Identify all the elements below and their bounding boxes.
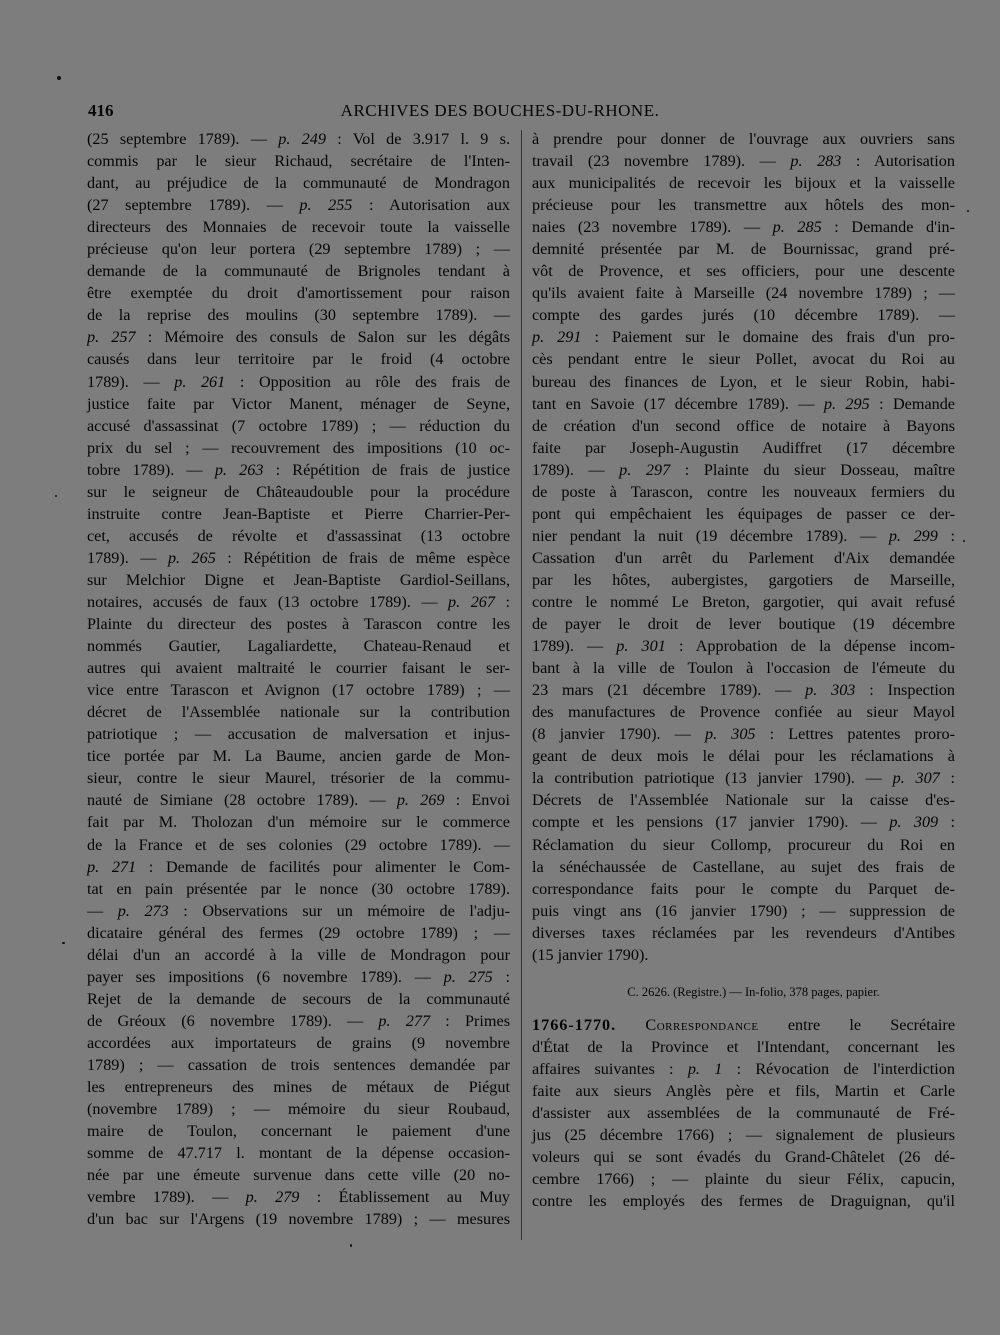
- text-line: 1789). — p. 297 : Plainte du sieur Dosseau, maître: [532, 460, 956, 479]
- text-line: correspondance faits pour le compte du Parquet de-: [532, 879, 955, 898]
- page-reference: p. 275: [443, 967, 493, 986]
- page-reference: p. 1: [687, 1059, 723, 1078]
- page-reference: p. 257: [87, 328, 136, 347]
- page-reference: p. 301: [616, 637, 666, 656]
- text-line: (8 janvier 1790). — p. 305 : Lettres patentes proro-: [532, 725, 955, 744]
- text-line: payer ses impositions (6 novembre 1789). — p. 275 :: [87, 967, 511, 986]
- left-column: [87, 128, 510, 1230]
- text-line: Rejet de la demande de secours de la communauté: [87, 989, 510, 1008]
- page-reference: p. 307: [892, 769, 940, 788]
- text-line: puis vingt ans (16 janvier 1790) ; — suppression de: [532, 901, 955, 920]
- text-line: délai d'un an accordé à la ville de Mondragon pour: [87, 945, 510, 964]
- text-line: cembre 1766) ; — plainte du sieur Félix, capucin,: [532, 1170, 955, 1189]
- text-line: autres qui avaient maltraité le courrier faisant le ser-: [87, 659, 510, 678]
- text-line: 1789). — p. 261 : Opposition au rôle des frais de: [87, 372, 511, 391]
- text-line: Réclamation du sieur Collomp, procureur du Roi en: [532, 835, 955, 854]
- text-line: patriotique ; — accusation de malversation et injus-: [87, 725, 510, 744]
- text-line: d'assister aux assemblées de la communauté de Fré-: [532, 1103, 955, 1122]
- text-line: 1789). — p. 301 : Approbation de la dépense incom-: [532, 637, 956, 656]
- page-reference: p. 267: [448, 592, 495, 611]
- text-line: de payer le droit de lever boutique (19 décembre: [532, 615, 955, 634]
- text-line: les entrepreneurs des mines de métaux de Piégut: [87, 1078, 510, 1097]
- text-line: de la reprise des moulins (30 septembre 1789). —: [87, 306, 510, 325]
- text-line: (27 septembre 1789). — p. 255 : Autorisation aux: [87, 196, 511, 215]
- page-reference: p. 277: [378, 1011, 431, 1030]
- text-line: la contribution patriotique (13 janvier 1790). — p. 307 :: [532, 769, 955, 788]
- text-line: 23 mars (21 décembre 1789). — p. 303 : Inspection: [532, 681, 955, 700]
- text-line: diverses taxes réclamées par les revendeurs d'Antibes: [532, 923, 955, 942]
- text-line: commis par le sieur Richaud, secrétaire de l'Inten-: [87, 152, 510, 171]
- text-line: précieuse qu'on leur portera (29 septembre 1789) ; —: [87, 240, 510, 259]
- text-line: dicataire général des fermes (29 octobre 1789) ; —: [87, 923, 510, 942]
- text-line: directeurs des Monnaies de recevoir toute la vaisselle: [87, 218, 510, 237]
- text-line: p. 257 : Mémoire des consuls de Salon sur les dégâts: [87, 328, 511, 347]
- text-line: Cassation d'un arrêt du Parlement d'Aix demandée: [532, 548, 955, 567]
- text-line: à prendre pour donner de l'ouvrage aux ouvriers sans: [532, 130, 955, 148]
- text-line: bureau des finances de Lyon, et le sieur Robin, habi-: [532, 372, 955, 391]
- text-line: sur Melchior Digne et Jean-Baptiste Gardiol-Seillans,: [87, 570, 510, 589]
- text-line: jus (25 décembre 1766) ; — signalement de plusieurs: [532, 1126, 955, 1145]
- text-line: compte des gardes jurés (10 décembre 1789). —: [532, 306, 955, 325]
- entry-heading-rest: entre le Secrétaire: [787, 1015, 956, 1034]
- text-line: 1789). — p. 265 : Répétition de frais de même espèce: [87, 548, 511, 567]
- text-line: précieuse pour les transmettre aux hôtels des mon-: [532, 196, 955, 215]
- page-reference: p. 285: [772, 218, 822, 237]
- text-line: travail (23 novembre 1789). — p. 283 : Autorisation: [532, 152, 955, 171]
- column-rule: [521, 130, 522, 1240]
- text-line: cès pendant entre le sieur Pollet, avocat du Roi au: [532, 350, 955, 369]
- entry-heading-word: Correspondance: [645, 1015, 759, 1034]
- text-line: demnité présentée par M. de Bournissac, grand pré-: [532, 240, 955, 259]
- page-reference: p. 273: [117, 901, 169, 920]
- text-line: affaires suivantes : p. 1 : Révocation de l'interdiction: [532, 1059, 955, 1078]
- text-line: d'État de la Province et l'Intendant, concernant les: [532, 1037, 955, 1056]
- page-reference: p. 249: [278, 130, 326, 148]
- text-line: p. 271 : Demande de facilités pour alimenter le Com-: [87, 857, 510, 876]
- right-column: [532, 128, 955, 1212]
- page-reference: p. 279: [245, 1188, 300, 1207]
- page-reference: p. 263: [214, 460, 264, 479]
- text-line: instruite contre Jean-Baptiste et Pierre Charrier-Per-: [87, 504, 510, 523]
- page-reference: p. 303: [805, 681, 856, 700]
- text-line: faite aux sieurs Anglès père et fils, Martin et Carle: [532, 1081, 955, 1100]
- text-line: cet, accusés de révolte et d'assassinat (13 octobre: [87, 526, 510, 545]
- text-line: aux municipalités de recevoir les bijoux et la vaisselle: [532, 174, 955, 193]
- text-line: accordées aux importateurs de grains (9 novembre: [87, 1033, 510, 1052]
- page-reference: p. 305: [704, 725, 756, 744]
- text-line: d'un bac sur l'Argens (19 novembre 1789) ; — mesures: [87, 1210, 510, 1229]
- text-line: être exemptée du droit d'amortissement pour raison: [87, 284, 510, 303]
- text-line: par les hôtes, aubergistes, gargotiers de Marseille,: [532, 570, 955, 589]
- text-line: née par une émeute survenue dans cette ville (20 no-: [87, 1166, 510, 1185]
- text-line: de la France et de ses colonies (29 octobre 1789). —: [87, 835, 510, 854]
- page-reference: p. 291: [532, 328, 582, 347]
- entry-dates: 1766-1770.: [532, 1015, 617, 1034]
- text-line: sieur, contre le sieur Maurel, trésorier de la commu-: [87, 769, 510, 788]
- text-line: — p. 273 : Observations sur un mémoire de l'adju-: [87, 901, 511, 920]
- page-reference: p. 309: [889, 813, 939, 832]
- running-title: ARCHIVES DES BOUCHES-DU-RHONE.: [340, 101, 660, 120]
- text-line: sur le seigneur de Châteaudouble pour la procédure: [87, 482, 510, 501]
- text-line: 1789) ; — cassation de trois sentences demandée par: [87, 1055, 510, 1074]
- register-footnote: C. 2626. (Registre.) — In-folio, 378 pages, papier.: [627, 984, 880, 999]
- text-line: tat en pain présentée par le nonce (30 octobre 1789).: [87, 879, 510, 898]
- text-line: Plainte du directeur des postes à Tarascon contre les: [87, 615, 510, 634]
- text-line: accusé d'assassinat (7 octobre 1789) ; — réduction du: [87, 416, 510, 435]
- page-number: 416: [88, 101, 114, 120]
- text-line: décret de l'Assemblée nationale sur la contribution: [87, 703, 510, 722]
- text-line: contre les employés des fermes de Draguignan, qu'il: [532, 1192, 955, 1211]
- entry-heading-line: [532, 1014, 955, 1036]
- text-line: somme de 47.717 l. montant de la dépense occasion-: [87, 1144, 510, 1163]
- text-line: justice faite par Victor Manent, ménager de Seyne,: [87, 394, 510, 413]
- page-reference: p. 265: [167, 548, 216, 567]
- text-line: vice entre Tarascon et Avignon (17 octobre 1789) ; —: [87, 681, 510, 700]
- page-reference: p. 283: [790, 152, 842, 171]
- text-line: nommés Gautier, Lagaliardette, Chateau-Renaud et: [87, 637, 510, 656]
- page-reference: p. 261: [174, 372, 226, 391]
- text-line: (25 septembre 1789). — p. 249 : Vol de 3.917 l. 9 s.: [87, 130, 510, 148]
- text-line: de poste à Tarascon, contre les nouveaux fermiers du: [532, 482, 955, 501]
- page-reference: p. 299: [888, 526, 938, 545]
- text-line: tobre 1789). — p. 263 : Répétition de frais de justice: [87, 460, 511, 479]
- text-line: dant, au préjudice de la communauté de Mondragon: [87, 174, 510, 193]
- text-line: tice portée par M. La Baume, ancien garde de Mon-: [87, 747, 510, 766]
- page-reference: p. 269: [396, 791, 445, 810]
- text-line: de Gréoux (6 novembre 1789). — p. 277 : Primes: [87, 1011, 511, 1030]
- text-line: (novembre 1789) ; — mémoire du sieur Roubaud,: [87, 1100, 510, 1119]
- text-line: (15 janvier 1790).: [532, 945, 649, 964]
- text-line: notaires, accusés de faux (13 octobre 1789). — p. 267 :: [87, 592, 511, 611]
- text-line: nauté de Simiane (28 octobre 1789). — p. 269 : Envoi: [87, 791, 510, 810]
- text-line: faite par Joseph-Augustin Audiffret (17 décembre: [532, 438, 955, 457]
- text-line: vôt de Provence, et ses officiers, pour une descente: [532, 262, 955, 281]
- page-reference: p. 295: [823, 394, 870, 413]
- text-line: prix du sel ; — recouvrement des impositions (10 oc-: [87, 438, 510, 457]
- text-line: contre le nommé Le Breton, gargotier, qui avait refusé: [532, 592, 955, 611]
- text-line: voleurs qui se sont évadés du Grand-Châtelet (26 dé-: [532, 1148, 955, 1167]
- text-line: qu'ils avaient faite à Marseille (24 novembre 1789) ; —: [532, 284, 955, 303]
- text-line: naies (23 novembre 1789). — p. 285 : Demande d'in-: [532, 218, 955, 237]
- text-line: de création d'un second office de notaire à Bayons: [532, 416, 955, 435]
- text-line: la sénéchaussée de Castellane, au sujet des frais de: [532, 857, 955, 876]
- text-line: causés dans leur territoire par le froid (4 octobre: [87, 350, 510, 369]
- text-line: fait par M. Tholozan d'un mémoire sur le commerce: [87, 813, 510, 832]
- text-line: Décrets de l'Assemblée Nationale sur la caisse d'es-: [532, 791, 955, 810]
- page-reference: p. 297: [619, 460, 671, 479]
- text-line: bant à la ville de Toulon à l'occasion de l'émeute du: [532, 659, 955, 678]
- text-line: tant en Savoie (17 décembre 1789). — p. 295 : Demande: [532, 394, 955, 413]
- text-line: des manufactures de Provence confiée au sieur Mayol: [532, 703, 955, 722]
- page-reference: p. 271: [87, 857, 137, 876]
- text-line: p. 291 : Paiement sur le domaine des frais d'un pro-: [532, 328, 955, 347]
- text-line: compte et les pensions (17 janvier 1790). — p. 309 :: [532, 813, 955, 832]
- text-line: pont qui empêchaient les équipages de passer ce der-: [532, 504, 955, 523]
- text-line: vembre 1789). — p. 279 : Établissement au Muy: [87, 1188, 511, 1207]
- text-line: maire de Toulon, concernant le paiement d'une: [87, 1122, 510, 1141]
- text-line: nier pendant la nuit (19 décembre 1789). — p. 299 :: [532, 526, 956, 545]
- text-line: geant de deux mois le délai pour les réclamations à: [532, 747, 955, 766]
- page-reference: p. 255: [299, 196, 353, 215]
- text-line: demande de la communauté de Brignoles tendant à: [87, 262, 510, 281]
